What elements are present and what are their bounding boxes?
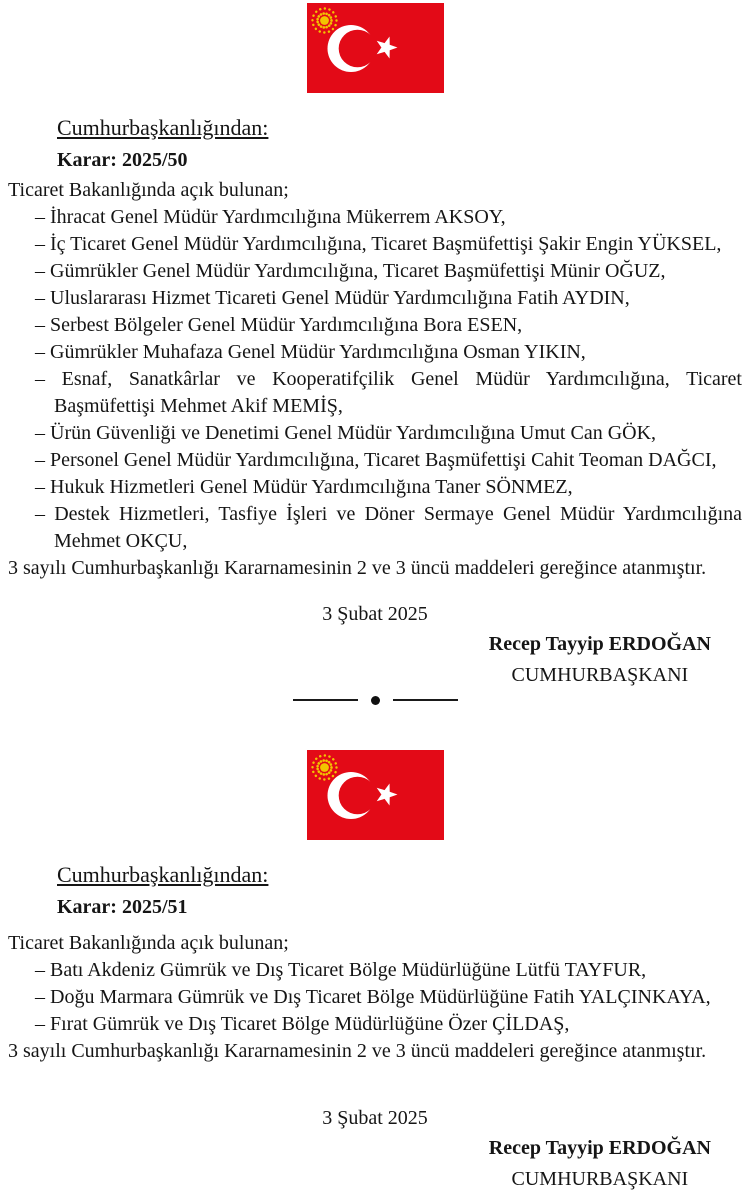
- dash-bullet: –: [35, 368, 45, 390]
- divider-rule: [393, 699, 458, 701]
- dash-bullet: –: [35, 233, 45, 255]
- list-item: – Hukuk Hizmetleri Genel Müdür Yardımcılığına Taner SÖNMEZ,: [35, 476, 573, 498]
- dash-bullet: –: [35, 287, 45, 309]
- list-item: – Gümrükler Muhafaza Genel Müdür Yardımcılığına Osman YIKIN,: [35, 341, 586, 363]
- closing-paragraph: 3 sayılı Cumhurbaşkanlığı Kararnamesinin 2 ve 3 üncü maddeleri gereğince atanmıştır.: [8, 557, 707, 579]
- list-item: – Fırat Gümrük ve Dış Ticaret Bölge Müdürlüğüne Özer ÇİLDAŞ,: [35, 1013, 570, 1035]
- signatory-title: CUMHURBAŞKANI: [511, 1168, 689, 1190]
- dash-bullet: –: [35, 314, 45, 336]
- dash-bullet: –: [35, 959, 45, 981]
- signature-block: [489, 629, 711, 691]
- turkish-flag-image: [307, 3, 444, 93]
- decision-number: Karar: 2025/50: [57, 149, 188, 171]
- dash-bullet: –: [35, 1013, 45, 1035]
- intro-paragraph: Ticaret Bakanlığında açık bulunan;: [8, 932, 289, 954]
- list-item: – Personel Genel Müdür Yardımcılığına, Ticaret Başmüfettişi Cahit Teoman DAĞCI,: [35, 449, 717, 471]
- flag-header-2: [8, 750, 742, 840]
- dash-bullet: –: [35, 341, 45, 363]
- dash-bullet: –: [35, 449, 45, 471]
- dash-bullet: –: [35, 986, 45, 1008]
- list-item: – Ürün Güvenliği ve Denetimi Genel Müdür Yardımcılığına Umut Can GÖK,: [35, 422, 657, 444]
- section-divider: [8, 695, 742, 705]
- list-item: – İhracat Genel Müdür Yardımcılığına Mükerrem AKSOY,: [35, 206, 506, 228]
- turkish-flag-image: [307, 750, 444, 840]
- dash-bullet: –: [35, 503, 45, 525]
- list-item: – Doğu Marmara Gümrük ve Dış Ticaret Bölge Müdürlüğüne Fatih YALÇINKAYA,: [35, 986, 711, 1008]
- dash-bullet: –: [35, 476, 45, 498]
- signatory-name: Recep Tayyip ERDOĞAN: [488, 633, 711, 655]
- flag-header-1: [8, 0, 742, 93]
- decision-date: 3 Şubat 2025: [322, 1107, 428, 1129]
- list-item: – İç Ticaret Genel Müdür Yardımcılığına, Ticaret Başmüfettişi Şakir Engin YÜKSEL,: [35, 233, 722, 255]
- closing-paragraph: 3 sayılı Cumhurbaşkanlığı Kararnamesinin 2 ve 3 üncü maddeleri gereğince atanmıştır.: [8, 1040, 707, 1062]
- signature-block: [489, 1133, 711, 1195]
- appointment-list: [8, 204, 742, 555]
- decision-date: 3 Şubat 2025: [322, 603, 428, 625]
- intro-paragraph: Ticaret Bakanlığında açık bulunan;: [8, 179, 289, 201]
- list-item: – Gümrükler Genel Müdür Yardımcılığına, Ticaret Başmüfettişi Münir OĞUZ,: [35, 260, 666, 282]
- divider-dot-icon: [371, 696, 380, 705]
- signatory-name: Recep Tayyip ERDOĞAN: [488, 1137, 711, 1159]
- signatory-title: CUMHURBAŞKANI: [511, 664, 689, 686]
- dash-bullet: –: [35, 206, 45, 228]
- divider-rule: [293, 699, 358, 701]
- list-item: – Esnaf, Sanatkârlar ve Kooperatifçilik Genel Müdür Yardımcılığına, Ticaret Başmüfettişi Mehmet Akif MEMİŞ,: [35, 368, 742, 417]
- dash-bullet: –: [35, 422, 45, 444]
- issuing-authority-heading: Cumhurbaşkanlığından:: [57, 862, 269, 887]
- dash-bullet: –: [35, 260, 45, 282]
- list-item: – Batı Akdeniz Gümrük ve Dış Ticaret Bölge Müdürlüğüne Lütfü TAYFUR,: [35, 959, 647, 981]
- list-item: – Uluslararası Hizmet Ticareti Genel Müdür Yardımcılığına Fatih AYDIN,: [35, 287, 630, 309]
- issuing-authority-heading: Cumhurbaşkanlığından:: [57, 115, 269, 140]
- list-item: – Destek Hizmetleri, Tasfiye İşleri ve Döner Sermaye Genel Müdür Yardımcılığına Mehmet OKÇU,: [35, 503, 743, 552]
- decision-number: Karar: 2025/51: [57, 896, 188, 918]
- appointment-list: [8, 957, 742, 1038]
- list-item: – Serbest Bölgeler Genel Müdür Yardımcılığına Bora ESEN,: [35, 314, 523, 336]
